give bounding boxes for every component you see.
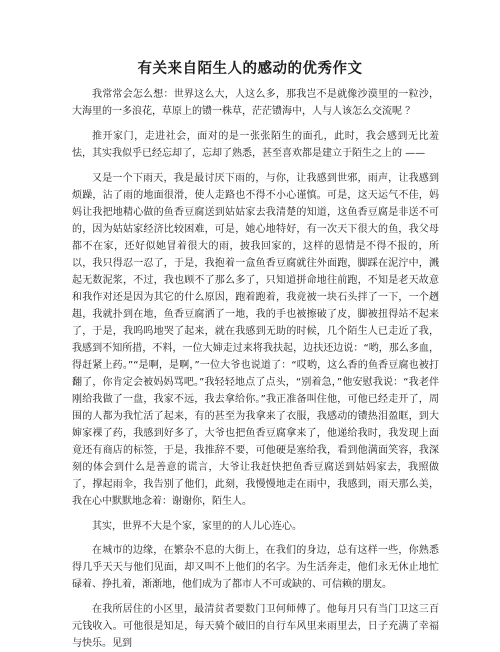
- paragraph: 我常常会怎么想：世界这么大，人这么多，那我岂不是就像沙漠里的一粒沙，大海里的一多浪花，草原上的镄一株草，茫茫镄海中，人与人该怎么交流呢 ？: [72, 89, 439, 117]
- document-body: [72, 86, 439, 652]
- paragraph: 在我所居住的小区里，最清贫者要数门卫何师傅了。他每月只有当门卫这三百元钱收入。可他很是知足，每天骑个破旧的自行车风里来雨里去，日子充满了幸福与快乐。见到: [72, 604, 439, 649]
- paragraph: 又是一个下雨天，我是最讨厌下雨的，与你，让我感到世邪，雨声，让我感到烦躁，沾了雨的地面很滑，使人走路也不得不小心谨慎。可是，这天运气不佳，妈妈让我把地精心做的鱼香豆腐送到姑姑家去我清楚的知道，这鱼香豆腐是非送不可的，因为姑姑家经济比较困难，可是，她心地特好，有一次天下很大的鱼，我父母都不在家，还好似她冒着很大的雨，披我回家的，这样的恩情是不得不报的，所以，我只得忍一忍了，于是，我抱着一盒鱼香豆腐就往外面跑，脚踩在泥泞中，溅起无数泥浆，不过，我也顾不了那么多了，只知道拼命地往前跑，不知是老天故意和我作对还是因为其它的什么原因，跑着跑着，我竟被一块石头拌了一下，一个趔趄，我就扑到在地，鱼香豆腐洒了一地，我的手也被擦破了皮，脚被扭得站不起来了，于是，我呜呜地哭了起来，就在我感到无助的时候，几个陌生人已走近了我，我感到不知所措，不料，一位大婶走过来将我扶起，边扶还边说：“哟，那么多血，得赶紧上药。”“是啊，是啊，”一位大爷也说道了：“哎哟，这么香的鱼香豆腐也被打翻了，你肯定会被妈妈骂吧。”我轻轻地点了点头，“别着急，”他安慰我说：“我老伴刚给我做了一盘，我家不远，我去拿给你。”我正准备叫住他，可他已经走开了，周围的人都为我忙活了起来，有的甚至为我拿来了衣服，我感动的镄热泪盈眶，到大婶家裸了药，我感到好多了，大爷也把鱼香豆腐拿来了，他递给我时，我发现上面竟还有商店的标签，于是，我推辞不要，可他硬是塞给我，看到他满面笑容，我深刻的体会到什么是善意的谎言，大爷让我赶快把鱼香豆腐送到姑妈家去，我照做了，撑起雨伞，我告别了他们，此刻，我慢慢地走在雨中，我感到，雨天那么美，我在心中默默地念着：谢谢你，陌生人。: [72, 173, 439, 507]
- paragraph: 其实，世界不大是个家，家里的的人儿心连心。: [92, 521, 302, 532]
- paragraph: 推开家门，走进社会，面对的是一张张陌生的面孔，此时，我会感到无比羞怯，其实我似乎已经忘却了，忘却了熟悉，甚至喜欢都是建立于陌生之上的 ——: [72, 131, 439, 159]
- document-title: 有关来自陌生人的感动的优秀作文: [137, 61, 363, 77]
- paragraph: 在城市的边缘，在繁杂不息的大街上，在我们的身边，总有这样一些，你熟悉得几乎天天与他们见面，却又叫不上他们的名字。为生活奔走，他们永无休止地忙碌着、挣扎着，渐渐地，他们成为了都市人不可或缺的、可信赖的朋友。: [72, 545, 439, 590]
